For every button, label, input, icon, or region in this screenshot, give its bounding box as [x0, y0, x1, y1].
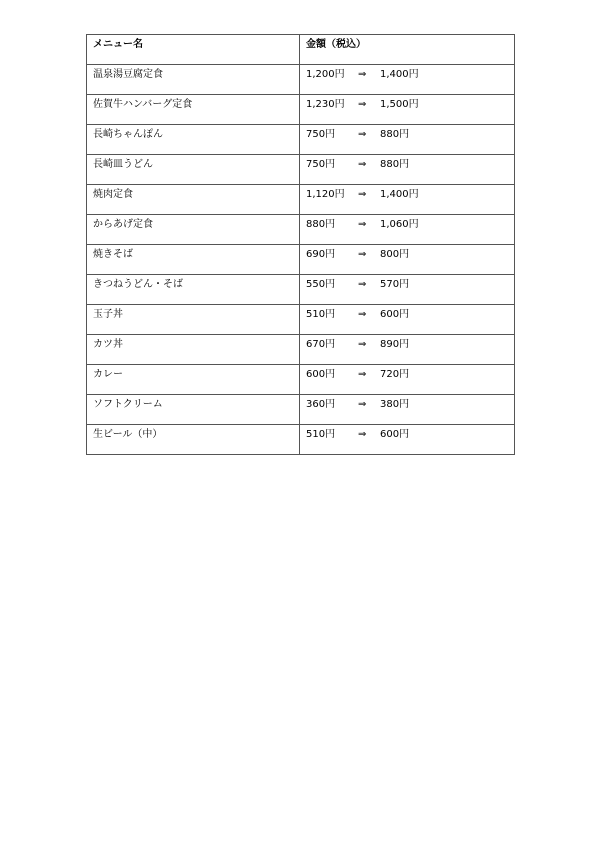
new-price: 890円 — [380, 339, 410, 350]
arrow-icon: ⇒ — [358, 309, 367, 320]
new-price: 1,500円 — [380, 99, 419, 110]
old-price: 1,230円 — [306, 99, 345, 110]
price-cell — [300, 95, 515, 125]
price-cell — [300, 65, 515, 95]
old-price: 690円 — [306, 249, 336, 260]
table-row — [87, 245, 515, 275]
price-cell — [300, 125, 515, 155]
old-price: 600円 — [306, 369, 336, 380]
arrow-icon: ⇒ — [358, 189, 367, 200]
table-row — [87, 425, 515, 455]
menu-name-cell: ソフトクリーム — [87, 395, 300, 425]
arrow-icon: ⇒ — [358, 99, 367, 110]
header-price: 金額（税込） — [300, 35, 515, 65]
arrow-icon: ⇒ — [358, 129, 367, 140]
menu-name-cell: カツ丼 — [87, 335, 300, 365]
new-price: 720円 — [380, 369, 410, 380]
menu-name-cell: からあげ定食 — [87, 215, 300, 245]
arrow-icon: ⇒ — [358, 369, 367, 380]
old-price: 550円 — [306, 279, 336, 290]
table-row — [87, 65, 515, 95]
price-cell — [300, 425, 515, 455]
price-cell — [300, 215, 515, 245]
table-row — [87, 95, 515, 125]
price-cell — [300, 155, 515, 185]
menu-name-cell: 温泉湯豆腐定食 — [87, 65, 300, 95]
table-header-row — [87, 35, 515, 65]
new-price: 800円 — [380, 249, 410, 260]
arrow-icon: ⇒ — [358, 69, 367, 80]
menu-name-cell: 焼肉定食 — [87, 185, 300, 215]
old-price: 670円 — [306, 339, 336, 350]
menu-name-cell: 長崎ちゃんぽん — [87, 125, 300, 155]
table-row — [87, 365, 515, 395]
price-cell — [300, 395, 515, 425]
menu-name-cell: きつねうどん・そば — [87, 275, 300, 305]
table-row — [87, 395, 515, 425]
old-price: 1,120円 — [306, 189, 345, 200]
menu-name-cell: カレー — [87, 365, 300, 395]
menu-name-cell: 焼きそば — [87, 245, 300, 275]
table-row — [87, 275, 515, 305]
price-cell — [300, 335, 515, 365]
new-price: 880円 — [380, 159, 410, 170]
arrow-icon: ⇒ — [358, 399, 367, 410]
table-row — [87, 185, 515, 215]
arrow-icon: ⇒ — [358, 219, 367, 230]
old-price: 880円 — [306, 219, 336, 230]
arrow-icon: ⇒ — [358, 159, 367, 170]
menu-name-cell: 生ビール（中） — [87, 425, 300, 455]
menu-name-cell: 長崎皿うどん — [87, 155, 300, 185]
new-price: 1,060円 — [380, 219, 419, 230]
table-row — [87, 305, 515, 335]
price-table — [86, 34, 515, 455]
old-price: 750円 — [306, 159, 336, 170]
old-price: 360円 — [306, 399, 336, 410]
menu-name-cell: 玉子丼 — [87, 305, 300, 335]
price-cell — [300, 305, 515, 335]
table-row — [87, 155, 515, 185]
new-price: 600円 — [380, 429, 410, 440]
arrow-icon: ⇒ — [358, 249, 367, 260]
new-price: 880円 — [380, 129, 410, 140]
new-price: 600円 — [380, 309, 410, 320]
old-price: 510円 — [306, 429, 336, 440]
new-price: 570円 — [380, 279, 410, 290]
new-price: 1,400円 — [380, 189, 419, 200]
price-cell — [300, 275, 515, 305]
table-row — [87, 335, 515, 365]
menu-name-cell: 佐賀牛ハンバーグ定食 — [87, 95, 300, 125]
old-price: 510円 — [306, 309, 336, 320]
price-cell — [300, 365, 515, 395]
new-price: 1,400円 — [380, 69, 419, 80]
arrow-icon: ⇒ — [358, 279, 367, 290]
table-row — [87, 215, 515, 245]
arrow-icon: ⇒ — [358, 429, 367, 440]
old-price: 750円 — [306, 129, 336, 140]
header-menu-name: メニュー名 — [87, 35, 300, 65]
price-cell — [300, 245, 515, 275]
old-price: 1,200円 — [306, 69, 345, 80]
price-cell — [300, 185, 515, 215]
table-row — [87, 125, 515, 155]
new-price: 380円 — [380, 399, 410, 410]
arrow-icon: ⇒ — [358, 339, 367, 350]
